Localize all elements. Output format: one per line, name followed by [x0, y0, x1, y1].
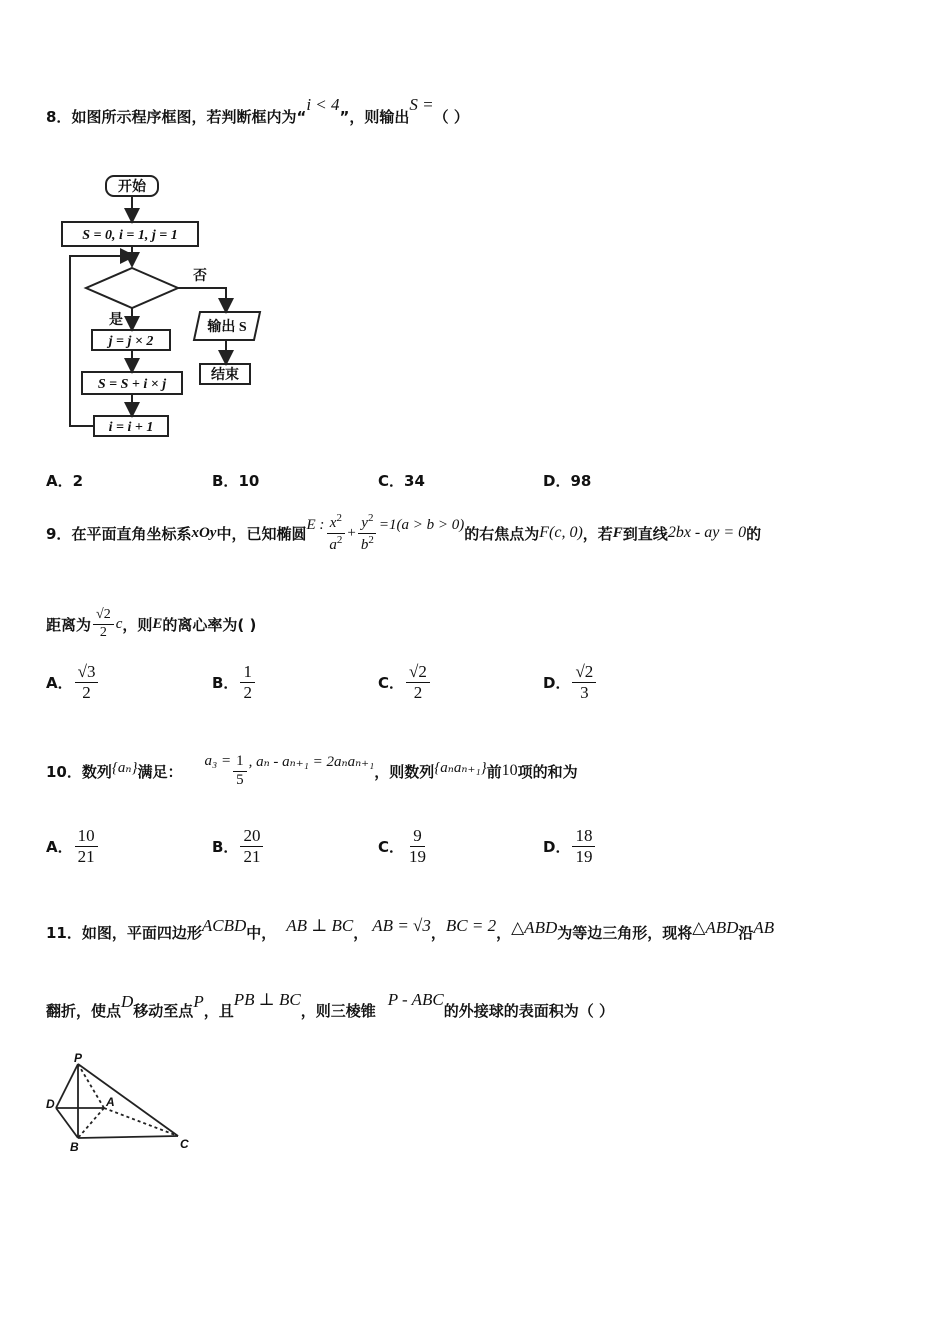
q9-option-b-den: 2 [243, 682, 252, 702]
q10-text-c: ，则数列 [374, 762, 435, 781]
q10-option-d[interactable] [543, 826, 597, 866]
q10-a3-frac [233, 753, 247, 789]
q9-text-d: ，若 [582, 524, 613, 543]
q10-option-b-label: B． [212, 837, 239, 856]
q11-ab: AB = √3 [372, 916, 431, 935]
q9-option-d[interactable] [543, 662, 598, 702]
q9-frac-y [358, 512, 377, 554]
flow-yes-text: 是 [109, 313, 123, 328]
q11-stem-line2 [46, 990, 614, 1030]
flow-no-text: 否 [193, 269, 207, 284]
q10-a3: a₃ = [204, 752, 232, 769]
q10-option-b-frac [240, 826, 263, 866]
q8-option-c-value: 34 [404, 472, 425, 490]
q9-option-b[interactable] [212, 662, 257, 702]
q9-option-d-label: D． [543, 673, 571, 692]
q8-paren: （ ） [433, 108, 469, 126]
q8-open-quote: “ [296, 108, 307, 126]
q8-option-a-label: A． [46, 472, 73, 490]
q10-option-a-frac [75, 826, 98, 866]
q11-comma2: ， [430, 923, 446, 942]
q9-text-h: ，则 [122, 615, 153, 634]
q9-y-sq: 2 [367, 512, 374, 525]
q9-option-d-frac [572, 662, 596, 702]
q11-perp1: AB ⊥ BC [286, 916, 354, 935]
q9-b: b [360, 536, 369, 553]
q11-D: D [121, 992, 134, 1011]
q11-ab2: AB [753, 918, 775, 937]
q9-option-d-den: 3 [580, 682, 589, 702]
q9-dist-num: √2 [93, 607, 114, 624]
q8-stem [46, 95, 469, 127]
q10-seq: {aₙ} [111, 759, 138, 776]
q9-option-b-num: 1 [240, 662, 255, 683]
q10-option-a[interactable] [46, 826, 100, 866]
q8-output-var: S = [409, 95, 434, 114]
flow-step3-text: i = i + 1 [108, 420, 154, 435]
flow-end-text: 结束 [211, 368, 239, 383]
q9-text-g: 距离为 [46, 615, 92, 634]
q9-b-sq: 2 [368, 533, 374, 546]
q8-text-b: ，则输出 [349, 108, 410, 126]
q10-option-a-den: 21 [77, 846, 95, 866]
q9-option-c[interactable] [378, 662, 432, 702]
q9-text-e: 到直线 [622, 524, 668, 543]
q9-stem-line2 [46, 602, 256, 646]
q11-pabc: P - ABC [387, 990, 444, 1009]
q9-option-a-num: √3 [75, 662, 99, 683]
q11-perp2: PB ⊥ BC [233, 990, 301, 1009]
q11-text-e: 翻折，使点 [46, 1001, 122, 1020]
q9-option-c-label: C． [378, 673, 405, 692]
q10-option-a-label: A． [46, 837, 73, 856]
flow-start-text: 开始 [118, 180, 146, 195]
q10-option-c-den: 19 [409, 846, 427, 866]
q9-c: c [115, 615, 123, 632]
q9-x: x [329, 515, 337, 532]
q8-option-c[interactable] [378, 470, 425, 491]
q11-number: 11． [46, 923, 82, 942]
q10-text-e: 项的和为 [517, 762, 578, 781]
q9-eq1: =1(a > b > 0) [378, 516, 465, 533]
q11-text-g: ，且 [203, 1001, 234, 1020]
q9-option-b-label: B． [212, 673, 239, 692]
q9-y: y [361, 515, 368, 532]
q9-text-c: 的右焦点为 [464, 524, 540, 543]
q10-a3-num: 1 [233, 753, 247, 771]
q8-close-quote: ” [339, 108, 350, 126]
q11-text-d: 沿 [738, 923, 754, 942]
q9-dist-frac [93, 607, 114, 640]
q9-dist-den: 2 [99, 624, 107, 640]
q10-recurrence: , aₙ - aₙ₊₁ = 2aₙaₙ₊₁ [248, 753, 375, 770]
q9-option-a-den: 2 [82, 682, 91, 702]
q11-text-a: 如图，平面四边形 [81, 923, 202, 942]
q9-text-a: 在平面直角坐标系 [71, 524, 192, 543]
q11-tri2: △ABD [692, 918, 739, 937]
q10-a3-den: 5 [236, 771, 244, 788]
flow-step1-text: j = j × 2 [108, 334, 154, 349]
q10-stem [46, 746, 578, 796]
q8-option-c-label: C． [378, 472, 405, 490]
q8-option-b[interactable] [212, 470, 259, 491]
q10-seq2: {aₙaₙ₊₁} [434, 759, 487, 776]
q10-option-b[interactable] [212, 826, 265, 866]
q9-option-c-frac [406, 662, 430, 702]
q8-number: 8． [46, 108, 72, 126]
q11-tri1: △ABD [511, 918, 558, 937]
q8-flowchart [50, 168, 290, 448]
fig-label-d: D [46, 1097, 55, 1111]
q10-text-b: 满足： [137, 762, 183, 781]
q11-text-c: 为等边三角形，现将 [557, 923, 693, 942]
q9-E: E [152, 615, 163, 632]
q10-option-d-den: 19 [575, 846, 593, 866]
q10-option-c-num: 9 [410, 826, 425, 847]
q9-option-a[interactable] [46, 662, 100, 702]
flow-decision [86, 268, 178, 308]
fig-label-c: C [180, 1137, 189, 1151]
q11-acbd: ACBD [201, 916, 247, 935]
q10-option-c-label: C． [378, 837, 405, 856]
q8-option-a[interactable] [46, 470, 83, 491]
q10-ten: 10 [501, 762, 518, 779]
q10-text-d: 前 [486, 762, 502, 781]
flow-init-text: S = 0, i = 1, j = 1 [82, 228, 178, 243]
q9-x-sq: 2 [336, 512, 342, 525]
q10-option-d-label: D． [543, 837, 571, 856]
q10-option-a-num: 10 [75, 826, 98, 847]
q9-a: a [329, 536, 337, 553]
flow-output-text: 输出 S [207, 320, 247, 335]
q8-option-d-label: D． [543, 472, 571, 490]
q9-option-a-label: A． [46, 673, 73, 692]
q11-pyramid-figure [42, 1052, 202, 1156]
q8-option-a-value: 2 [72, 472, 84, 490]
q9-xoy: xOy [191, 524, 217, 541]
q8-text-a: 如图所示程序框图，若判断框内为 [71, 108, 297, 126]
q9-a-sq: 2 [336, 533, 343, 546]
q11-comma1: ， [353, 923, 369, 942]
q9-option-c-den: 2 [413, 682, 423, 702]
q9-frac-x [326, 512, 345, 554]
q10-text-a: 数列 [81, 762, 112, 781]
q10-option-b-num: 20 [240, 826, 263, 847]
q11-comma3: ， [496, 923, 512, 942]
q9-option-b-frac [240, 662, 255, 702]
q9-stem-line1: 9． 在平面直角坐标系 xOy 中，已知椭圆 E : $\frac{x^2}{a^2}$ + $\frac{y^2}{b^2}$ =1(a > b > 0) 的右焦点为 F(c, 0) ，若 F 到直线 2bx - ay = 0 的 [46, 512, 762, 553]
q8-option-b-label: B． [212, 472, 239, 490]
q9-e-colon: E : [306, 516, 325, 533]
q8-option-d[interactable] [543, 470, 591, 491]
q9-option-d-num: √2 [572, 662, 596, 683]
q9-F: F [612, 524, 623, 541]
q11-text-f: 移动至点 [133, 1001, 194, 1020]
q11-text-i: 的外接球的表面积为（ ） [443, 1001, 614, 1020]
q9-text-i: 的离心率为( ) [162, 615, 257, 634]
q10-option-c[interactable] [378, 826, 431, 866]
q10-number: 10． [46, 762, 82, 781]
q11-bc: BC = 2 [445, 916, 497, 935]
q9-line: 2bx - ay = 0 [667, 524, 747, 541]
q9-option-a-frac [75, 662, 99, 702]
q11-text-h: ，则三棱锥 [300, 1001, 376, 1020]
fig-label-b: B [70, 1140, 79, 1154]
q10-option-d-frac [572, 826, 595, 866]
flow-step2-text: S = S + i × j [97, 377, 167, 392]
q8-option-d-value: 98 [570, 472, 592, 490]
q10-option-b-den: 21 [243, 846, 261, 866]
fig-label-a: A [106, 1095, 115, 1109]
q11-P: P [193, 992, 204, 1011]
q11-text-b: 中， [246, 923, 277, 942]
fig-label-p: P [74, 1052, 83, 1065]
q9-focus: F(c, 0) [539, 524, 583, 541]
q10-option-c-frac [406, 826, 429, 866]
q9-text-f: 的 [746, 524, 762, 543]
q8-condition: i < 4 [306, 95, 340, 114]
q9-number: 9． [46, 524, 72, 543]
q9-option-c-num: √2 [406, 662, 430, 683]
q8-option-b-value: 10 [238, 472, 260, 490]
q10-option-d-num: 18 [572, 826, 595, 847]
q11-stem-line1 [46, 912, 774, 952]
q9-text-b: 中，已知椭圆 [216, 524, 307, 543]
